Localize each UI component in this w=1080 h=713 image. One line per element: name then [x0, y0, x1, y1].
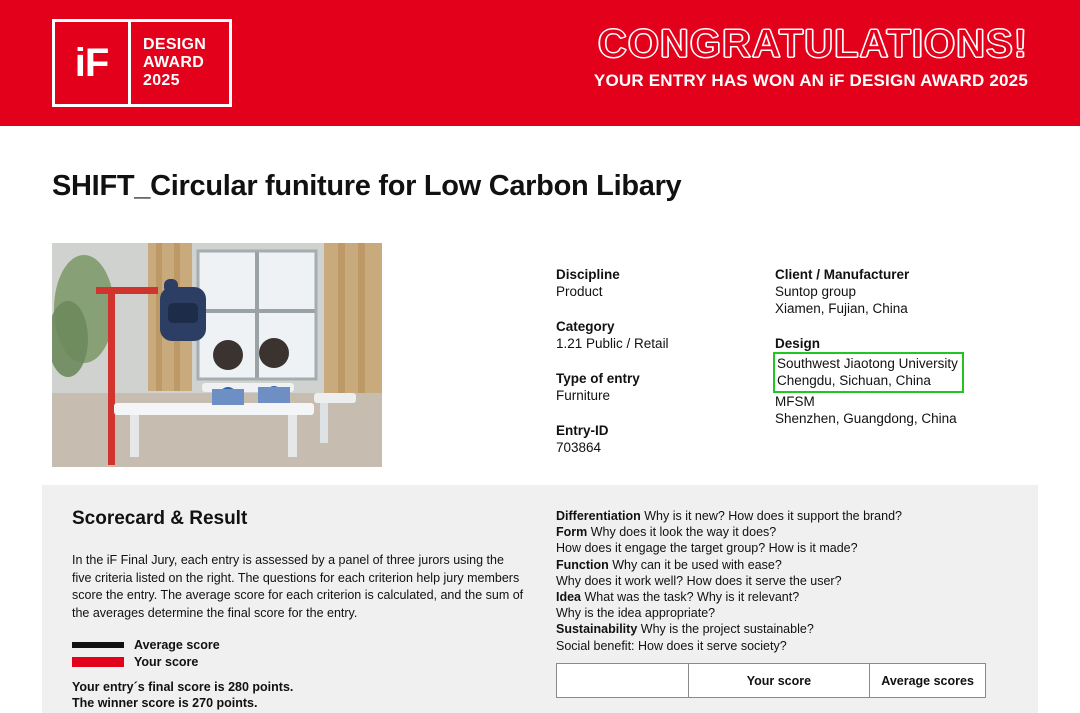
type-of-entry-value: Furniture — [556, 388, 611, 403]
criterion-form — [556, 524, 1036, 540]
criterion-question-form-2: How does it engage the target group? How is it made? — [556, 541, 858, 556]
criterion-question-function-2: Why does it work well? How does it serve the user? — [556, 573, 842, 588]
entry-meta-left — [556, 266, 756, 474]
legend-label-your: Your score — [134, 655, 199, 669]
scorecard-description: In the iF Final Jury, each entry is assessed by a panel of three jurors using the five criteria listed on the right. The questions for each criterion help jury members score the entry. The average score for each criterion is calculated, and the sum of the averages determine the final score for the entry. — [72, 553, 524, 620]
design-name-1: Southwest Jiaotong University — [777, 356, 958, 371]
criterion-name-differentiation: Differentiation — [556, 509, 641, 523]
type-of-entry-label: Type of entry — [556, 371, 640, 386]
congratulations-headline: CONGRATULATIONS! — [597, 22, 1028, 66]
score-table-header-average-scores: Average scores — [870, 664, 986, 698]
criterion-differentiation — [556, 508, 1036, 524]
page-title: SHIFT_Circular funiture for Low Carbon Libary — [52, 170, 682, 202]
logo-line-design: DESIGN — [143, 36, 207, 53]
logo-line-year: 2025 — [143, 72, 180, 89]
scorecard-title: Scorecard & Result — [72, 508, 248, 529]
if-design-award-logo — [52, 19, 232, 107]
score-table-header-blank — [557, 664, 689, 698]
client-location: Xiamen, Fujian, China — [775, 301, 908, 316]
legend-label-average: Average score — [134, 638, 220, 652]
criterion-function — [556, 557, 1036, 573]
congratulations-subtitle: YOUR ENTRY HAS WON AN iF DESIGN AWARD 2025 — [593, 71, 1028, 90]
meta-category — [556, 318, 756, 352]
entry-meta-right — [775, 266, 1065, 445]
category-value: 1.21 Public / Retail — [556, 336, 669, 351]
logo-line-award: AWARD — [143, 54, 205, 71]
if-logo-mark — [55, 22, 131, 104]
client-label: Client / Manufacturer — [775, 267, 910, 282]
criterion-name-form: Form — [556, 525, 588, 540]
criterion-question-sustainability-2: Social benefit: How does it serve society? — [556, 638, 787, 653]
discipline-label: Discipline — [556, 267, 620, 282]
design-label: Design — [775, 336, 821, 351]
discipline-value: Product — [556, 284, 603, 299]
entry-id-value: 703864 — [556, 440, 602, 455]
your-score-swatch-icon — [72, 657, 124, 667]
if-logo-text: iF — [74, 41, 109, 85]
entry-photo — [52, 243, 382, 467]
criterion-question-sustainability-1: Why is the project sustainable? — [640, 622, 814, 637]
design-highlight-annotation — [773, 352, 964, 393]
meta-client — [775, 266, 1065, 317]
criterion-idea — [556, 589, 1036, 605]
criterion-sustainability — [556, 621, 1036, 637]
criterion-question-differentiation-1: Why is it new? How does it support the brand? — [644, 509, 902, 523]
criterion-question-idea-1: What was the task? Why is it relevant? — [584, 590, 800, 605]
design-name-2: MFSM — [775, 394, 815, 409]
score-table-header-row — [557, 664, 986, 698]
scorecard-legend — [72, 638, 332, 672]
entry-photo-illustration — [52, 243, 382, 467]
criterion-question-function-1: Why can it be used with ease? — [612, 557, 782, 572]
final-score-summary — [72, 679, 293, 711]
award-banner — [0, 0, 1080, 126]
final-score-entry: Your entry´s final score is 280 points. — [72, 680, 294, 694]
meta-type-of-entry — [556, 370, 756, 404]
client-name: Suntop group — [775, 284, 857, 299]
design-location-2: Shenzhen, Guangdong, China — [775, 411, 957, 426]
legend-item-average — [72, 638, 332, 652]
meta-design — [775, 335, 1065, 427]
average-score-swatch-icon — [72, 642, 124, 648]
meta-entry-id — [556, 422, 756, 456]
criterion-question-idea-2: Why is the idea appropriate? — [556, 606, 716, 621]
design-location-1: Chengdu, Sichuan, China — [777, 373, 931, 388]
legend-item-your — [72, 655, 332, 669]
criterion-name-sustainability: Sustainability — [556, 622, 638, 637]
if-logo-wordmark — [131, 22, 229, 104]
criterion-question-form-1: Why does it look the way it does? — [590, 525, 777, 540]
entry-id-label: Entry-ID — [556, 423, 609, 438]
score-table — [556, 663, 986, 698]
criterion-name-function: Function — [556, 557, 609, 572]
criterion-name-idea: Idea — [556, 590, 582, 605]
score-table-header-your-score: Your score — [688, 664, 870, 698]
meta-discipline — [556, 266, 756, 300]
category-label: Category — [556, 319, 615, 334]
congratulations-block — [408, 22, 1028, 92]
final-score-winner: The winner score is 270 points. — [72, 696, 258, 710]
criteria-list — [556, 508, 1036, 654]
